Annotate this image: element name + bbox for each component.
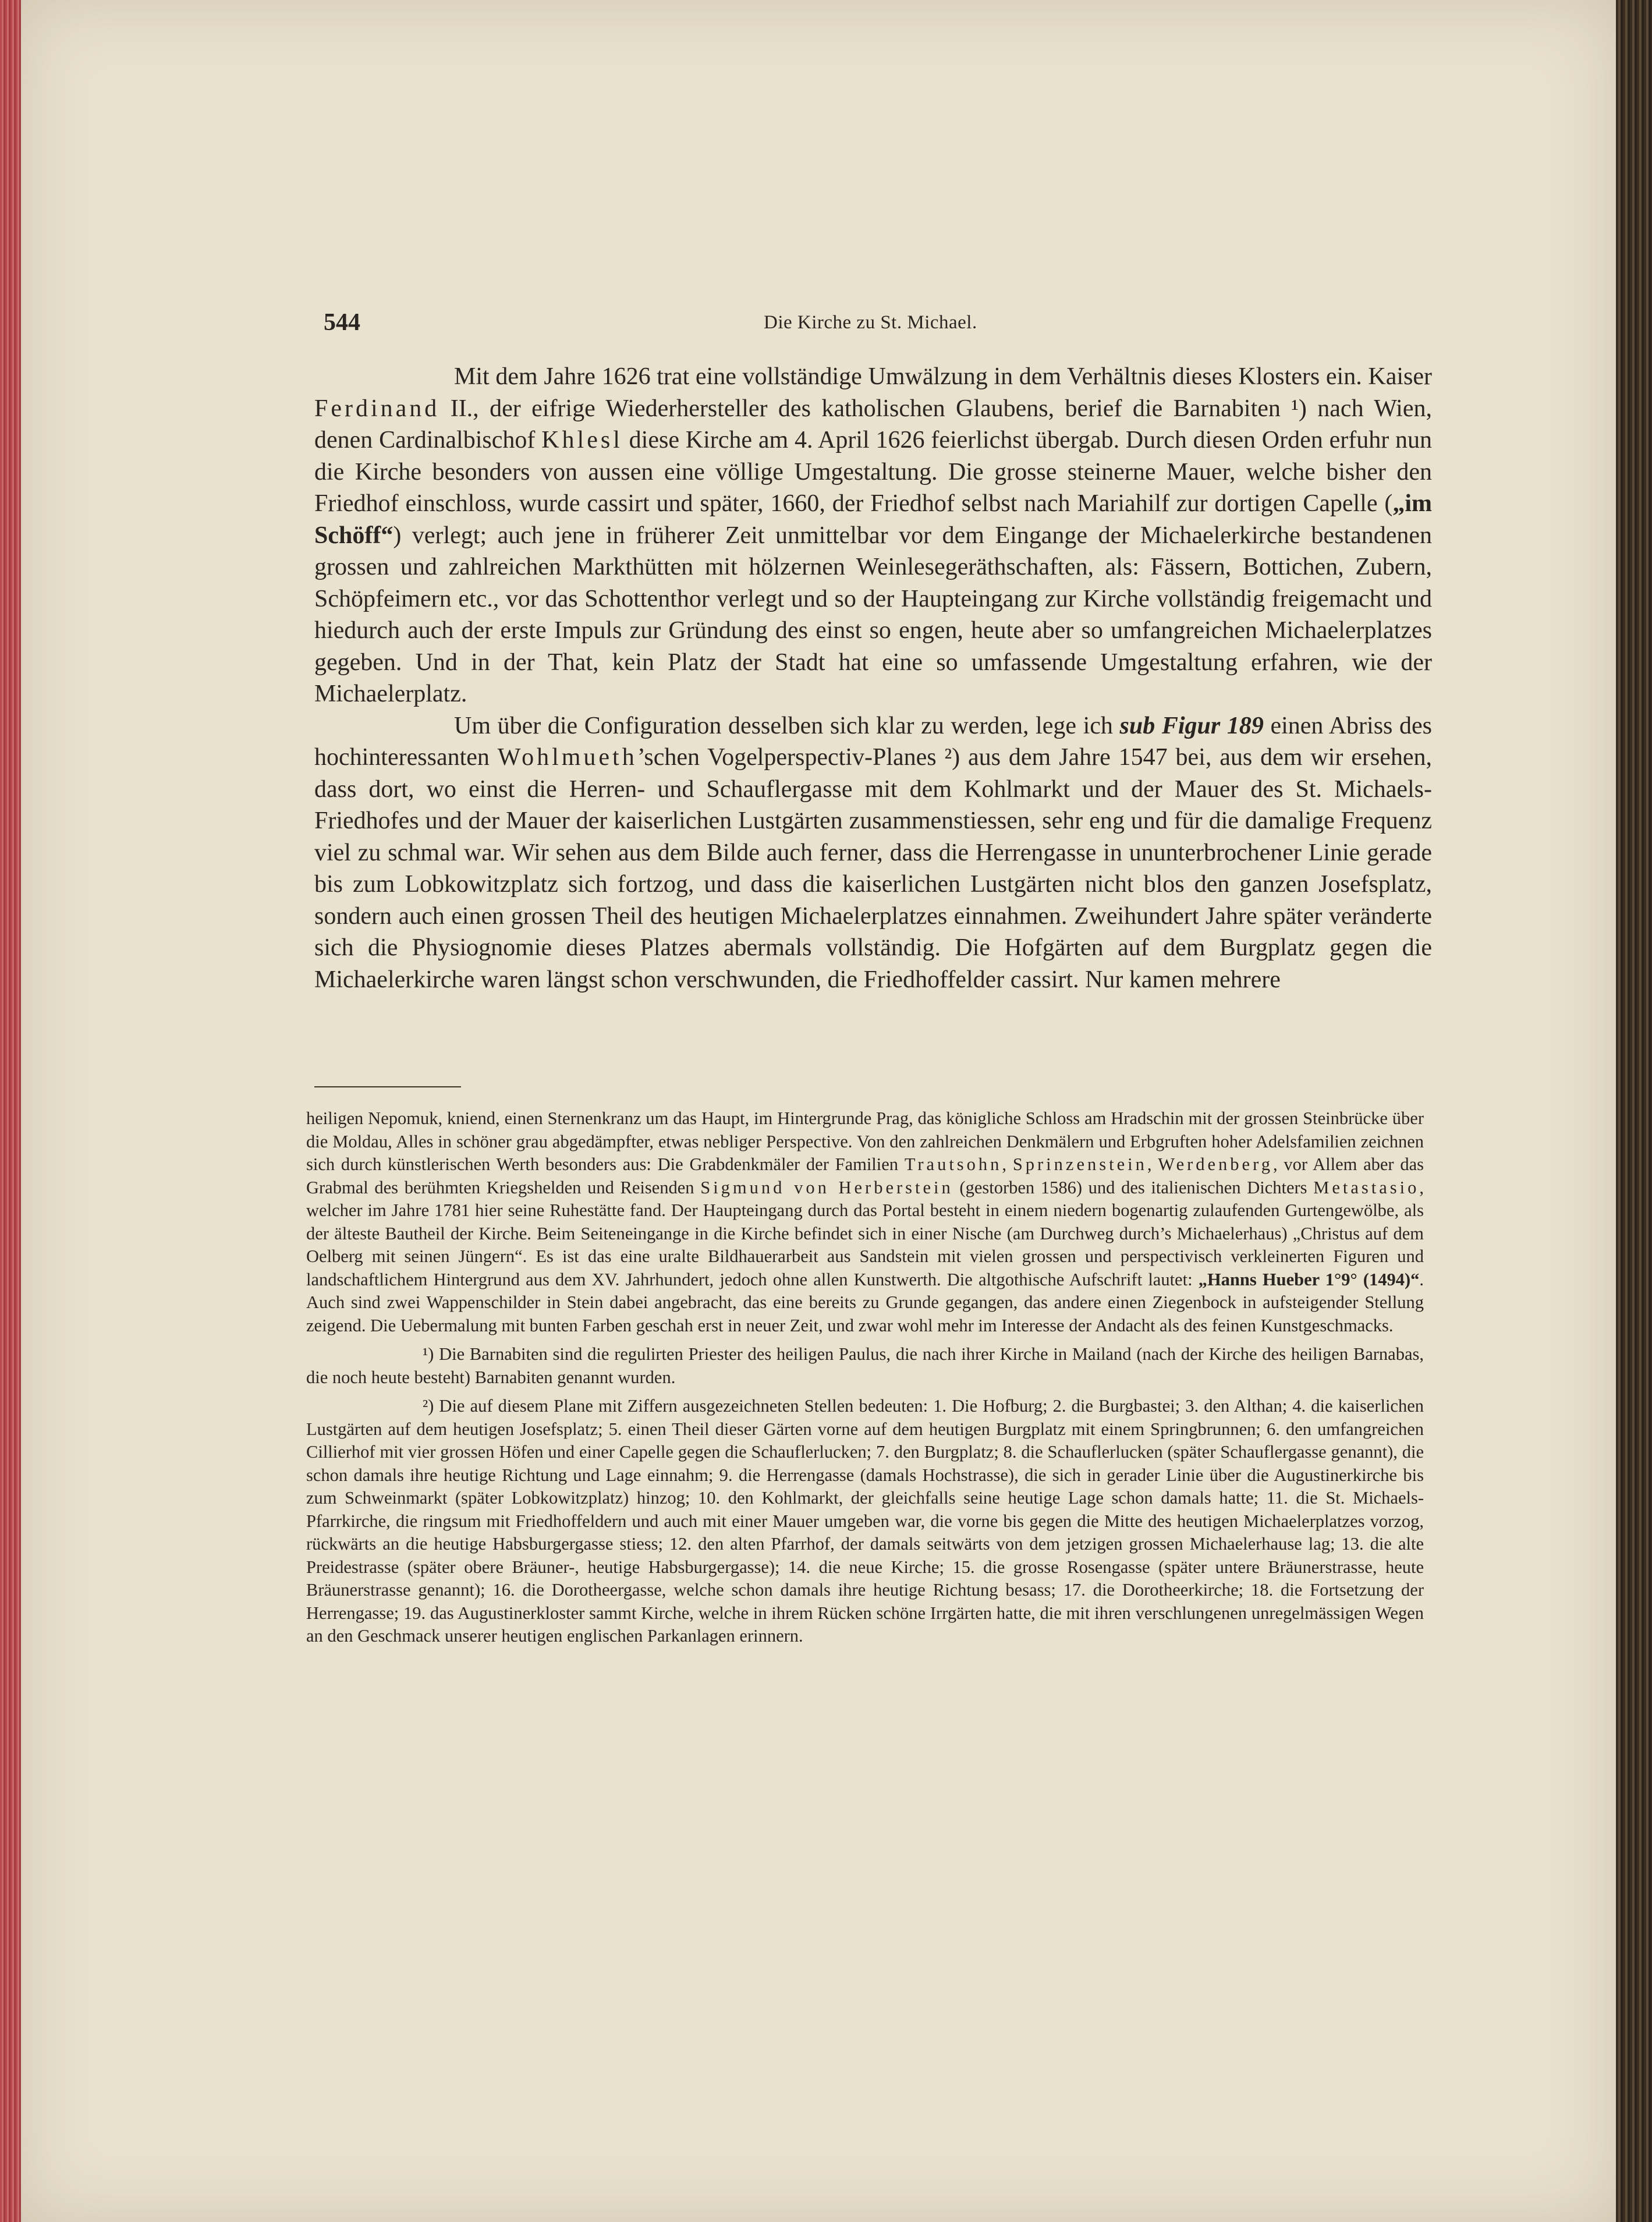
spaced-name: Metastasio: [1313, 1177, 1420, 1197]
text-run: diese Kirche am 4. April 1626 feierlichst übergab. Durch diesen Orden erfuhr nun die Kirche besonders von aussen eine völlige Umgestaltung. Die grosse steinerne Mauer, welche bisher den Friedhof einschloss, wurde cassirt und später, 1660, der Friedhof selbst nach Mariahilf zur dortigen Capelle (: [314, 427, 1433, 517]
page-header: [324, 309, 1412, 343]
footnote-2: ²) Die auf diesem Plane mit Ziffern ausgezeichneten Stellen bedeuten: 1. Die Hofburg; 2. die Burgbastei; 3. den Althan; 4. die kaiserlichen Lustgärten auf dem heutigen Josefsplatz; 5. einen Theil dieser Gärten vorne auf dem heutigen Burgplatz mit einem Springbrunnen; 6. den umfangreichen Cillierhof mit vier grossen Höfen und einer Capelle gegen die Schauflerlucken; 7. den Burgplatz; 8. die Schauflerlucken (später Schauflergasse genannt), die schon damals ihre heutige Richtung und Lage einnahm; 9. die Herrengasse (damals Hochstrasse), die sich in gerader Linie über die Augustinerkirche bis zum Schweinmarkt (später Lobkowitzplatz) hinzog; 10. den Kohlmarkt, der gleichfalls seine heutige Lage schon damals hatte; 11. die St. Michaels-Pfarrkirche, die ringsum mit Friedhoffeldern und auch mit einer Mauer umgeben war, die vorne bis gegen die Mitte des heutigen Michaelerplatzes vorzog, rückwärts an die heutige Habsburgergasse stiess; 12. den alten Pfarrhof, der damals seitwärts von dem jetzigen grossen Michaelerhause lag; 13. die alte Preidestrasse (später obere Bräuner-, heutige Habsburgergasse); 14. die neue Kirche; 15. die grosse Rosengasse (später untere Bräunerstrasse, heute Bräunerstrasse genannt); 16. die Dorotheergasse, welche schon damals ihre heutige Richtung besass; 17. die Dorotheerkirche; 18. die Fortsetzung der Herrengasse; 19. das Augustinerkloster sammt Kirche, welche in ihrem Rücken schöne Irrgärten hatte, die mit ihren verschlungenen unregelmässigen Wegen an den Geschmack unserer heutigen englischen Parkanlagen erinnern.: [306, 1396, 1424, 1646]
text-run: Um über die Configuration desselben sich klar zu werden, lege ich: [454, 712, 1120, 739]
fraktur-inscription: „Hanns Hueber 1°9° (1494)“: [1198, 1269, 1420, 1289]
figure-reference: sub Figur 189: [1119, 712, 1264, 739]
spaced-name: Sprinzenstein: [1012, 1154, 1147, 1174]
text-run: einen Abriss des hochinteressanten: [314, 712, 1432, 771]
text-run: heiligen Nepomuk, kniend, einen Sternenkranz um das Haupt, im Hintergrunde Prag, das königliche Schloss am Hradschin mit der grossen Steinbrücke über die Moldau, Alles in schöner grau abgedämpfter, etwas nebliger Perspective. Von den zahlreichen Denkmälern und Erbgruften hoher Adelsfamilien zeichnen sich durch künstlerischen Werth besonders aus: Die Grabdenkmäler der Familien: [306, 1108, 1424, 1174]
text-run: , welcher im Jahre 1781 hier seine Ruhestätte fand. Der Haupteingang durch das Portal besteht in einem niedern bogenartig zulaufenden Gurtengewölbe, als der älteste Bautheil der Kirche. Beim Seiteneingange in die Kirche befindet sich in einer Nische (am Durchweg durch’s Michaelerhaus) „Christus auf dem Oelberg mit seinen Jüngern“. Es ist das eine uralte Bildhauerarbeit aus Sandstein mit vielen grossen und perspectivisch verkleinerten Figuren und landschaftlichem Hintergrund aus dem XV. Jahrhundert, jedoch ohne allen Kunstwerth. Die altgothische Aufschrift lautet:: [306, 1177, 1424, 1289]
book-edge-right: [1616, 0, 1652, 2222]
text-run: Mit dem Jahre 1626 trat eine vollständige Umwälzung in dem Verhältnis dieses Klosters ein. Kaiser: [454, 363, 1432, 390]
footnote-rule: [314, 1086, 461, 1087]
page-number: 544: [324, 309, 360, 336]
fraktur-phrase: „im Schöff“: [314, 490, 1432, 549]
spaced-name: Ferdinand: [314, 395, 440, 422]
book-edge-red: [0, 0, 21, 2222]
spaced-name: Sigmund von Herberstein: [700, 1177, 953, 1197]
paragraph: [314, 361, 1432, 710]
spaced-name: Werdenberg: [1158, 1154, 1273, 1174]
text-run: ) verlegt; auch jene in früherer Zeit unmittelbar vor dem Eingange der Michaelerkirche bestandenen grossen und zahlreichen Markthütten mit hölzernen Weinlesegeräthschaften, als: Fässern, Bottichen, Zubern, Schöpfeimern etc., vor das Schottenthor verlegt und so der Haupteingang zur Kirche vollständig freigemacht und hiedurch auch der erste Impuls zur Gründung des einst so engen, heute aber so umfangreichen Michaelerplatzes gegeben. Und in der That, kein Platz der Stadt hat eine so umfassende Umgestaltung erfahren, wie der Michaelerplatz.: [314, 522, 1432, 707]
text-run: (gestorben 1586) und des italienischen Dichters: [953, 1177, 1314, 1197]
text-run: , vor Allem aber das Grabmal des berühmten Kriegshelden und Reisenden: [306, 1154, 1424, 1197]
spaced-name: Khlesl: [541, 427, 623, 453]
footnote-1: ¹) Die Barnabiten sind die regulirten Priester des heiligen Paulus, die nach ihrer Kirche in Mailand (nach der Kirche des heiligen Barnabas, die noch heute besteht) Barnabiten genannt wurden.: [306, 1344, 1424, 1387]
paragraph: [314, 710, 1432, 996]
footnotes: [306, 1107, 1424, 1654]
running-title: Die Kirche zu St. Michael.: [764, 312, 977, 333]
spaced-name: Trautsohn: [904, 1154, 1002, 1174]
text-run: ’schen Vogelperspectiv-Planes ²) aus dem Jahre 1547 bei, aus dem wir ersehen, dass dort, wo einst die Herren- und Schauflergasse mit dem Kohlmarkt und der Mauer des St. Michaels-Friedhofes und der Mauer der kaiserlichen Lustgärten zusammenstiessen, sehr eng und für die damalige Frequenz viel zu schmal war. Wir sehen aus dem Bilde auch ferner, dass die Herrengasse in ununterbrochener Linie gerade bis zum Lobkowitzplatz sich fortzog, und dass die kaiserlichen Lustgärten nicht blos den ganzen Josefsplatz, sondern auch einen grossen Theil des heutigen Michaelerplatzes einnahmen. Zweihundert Jahre später veränderte sich die Physiognomie dieses Platzes abermals vollständig. Die Hofgärten auf dem Burgplatz gegen die Michaelerkirche waren längst schon verschwunden, die Friedhoffelder cassirt. Nur kamen mehrere: [314, 744, 1432, 993]
main-text: [314, 361, 1432, 995]
spaced-name: Wohlmueth: [497, 744, 637, 771]
text-run: II., der eifrige Wiederhersteller des katholischen Glaubens, berief die Barnabiten ¹) nach Wien, denen Cardinalbischof: [314, 395, 1432, 453]
text-run: . Auch sind zwei Wappenschilder in Stein dabei angebracht, das eine bereits zu Grunde gegangen, das andere einen Ziegenbock in aufsteigender Stellung zeigend. Die Uebermalung mit bunten Farben geschah erst in neuer Zeit, und zwar wohl mehr im Interesse der Andacht als des feinen Kunstgeschmacks.: [306, 1269, 1424, 1335]
text-run: ,: [1147, 1154, 1158, 1174]
text-run: ,: [1002, 1154, 1013, 1174]
footnote-continuation: [306, 1107, 1424, 1337]
